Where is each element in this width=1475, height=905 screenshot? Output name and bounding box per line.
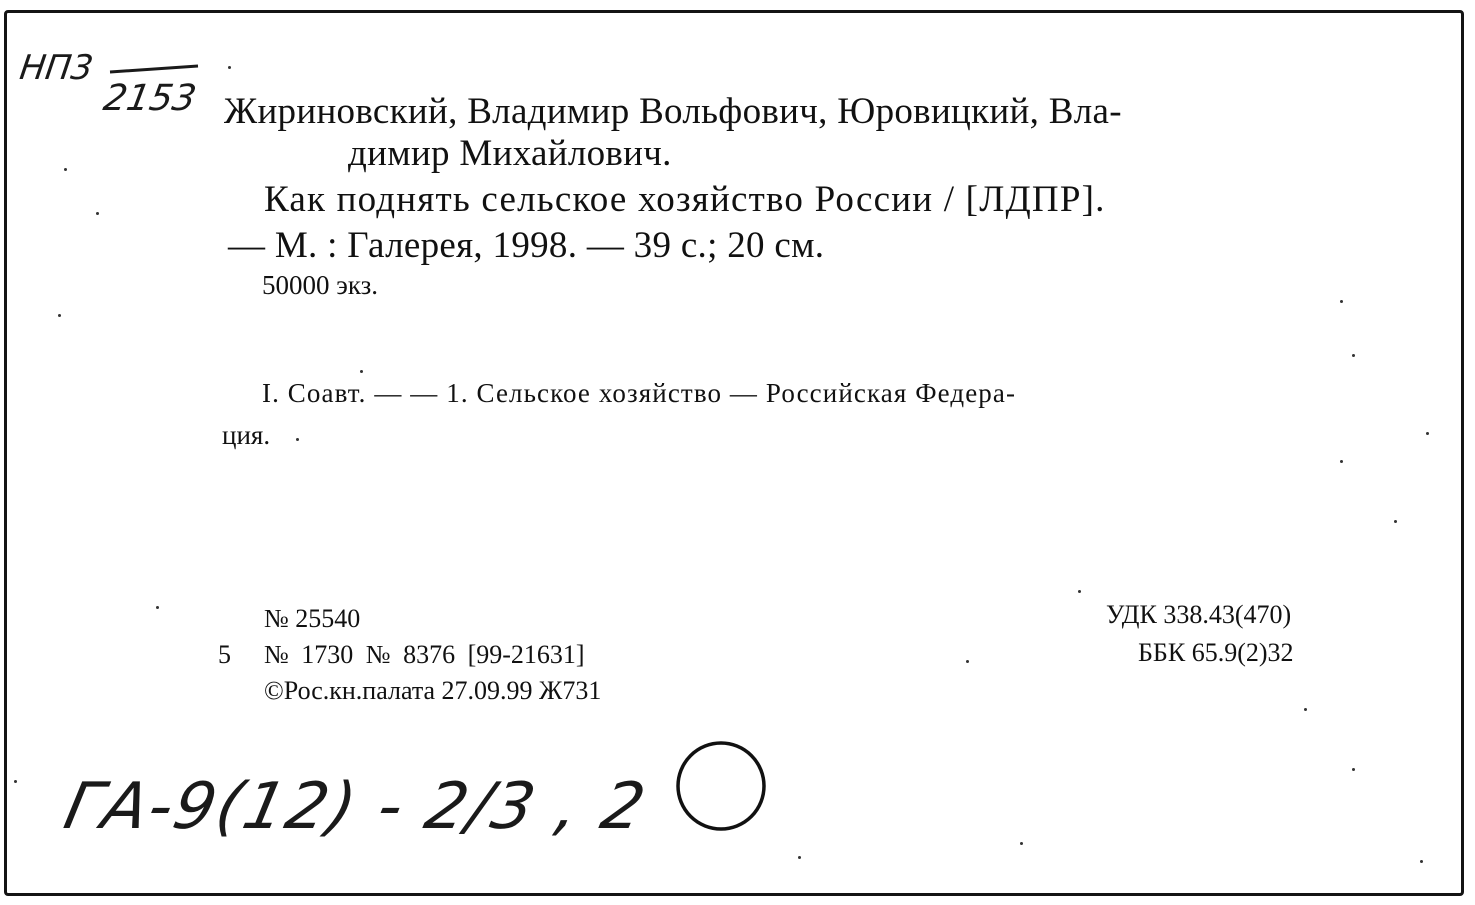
title-line: Как поднять сельское хозяйство России / [ЛДПР]. bbox=[264, 179, 1106, 220]
scan-speck bbox=[1020, 842, 1023, 845]
scan-speck bbox=[966, 660, 969, 663]
shelfmark-number: 2153 bbox=[100, 78, 200, 119]
scan-speck bbox=[156, 606, 159, 609]
author-line-1: Жириновский, Владимир Вольфович, Юровицкий, Вла- bbox=[224, 91, 1122, 132]
scan-speck bbox=[1420, 860, 1423, 863]
bbk-code: ББК 65.9(2)32 bbox=[1138, 638, 1294, 667]
registry-number: № 25540 bbox=[264, 604, 361, 633]
scan-speck bbox=[1340, 460, 1343, 463]
scan-speck bbox=[1340, 300, 1343, 303]
udc-code: УДК 338.43(470) bbox=[1106, 600, 1292, 629]
scan-speck bbox=[798, 856, 801, 859]
scan-speck bbox=[14, 780, 17, 783]
book-chamber-line: ©Рос.кн.палата 27.09.99 Ж731 bbox=[264, 676, 602, 705]
scan-speck bbox=[1394, 520, 1397, 523]
handwritten-note: ГА-9(12) - 2/3 , 2 bbox=[58, 770, 654, 844]
scan-speck bbox=[96, 212, 99, 215]
scan-speck bbox=[1078, 590, 1081, 593]
registry-card-numbers: № 1730 № 8376 [99-21631] bbox=[264, 640, 585, 669]
scan-speck bbox=[296, 438, 299, 441]
imprint-line: — М. : Галерея, 1998. — 39 с.; 20 см. bbox=[228, 225, 825, 266]
shelfmark-code: НП3 bbox=[17, 48, 96, 88]
scan-speck bbox=[58, 314, 61, 317]
scan-speck bbox=[1426, 432, 1429, 435]
scan-speck bbox=[228, 66, 231, 69]
tracings-line-2: ция. bbox=[222, 420, 271, 450]
scan-speck bbox=[1304, 708, 1307, 711]
author-line-2: димир Михайлович. bbox=[348, 133, 672, 174]
scan-speck bbox=[360, 370, 363, 373]
registry-prefix-digit: 5 bbox=[218, 640, 231, 669]
print-run: 50000 экз. bbox=[262, 270, 379, 300]
scan-speck bbox=[64, 168, 67, 171]
scan-speck bbox=[1352, 768, 1355, 771]
tracings-line-1: I. Соавт. — — 1. Сельское хозяйство — Российская Федера- bbox=[262, 378, 1017, 408]
scan-speck bbox=[1352, 354, 1355, 357]
catalog-card bbox=[4, 10, 1464, 896]
